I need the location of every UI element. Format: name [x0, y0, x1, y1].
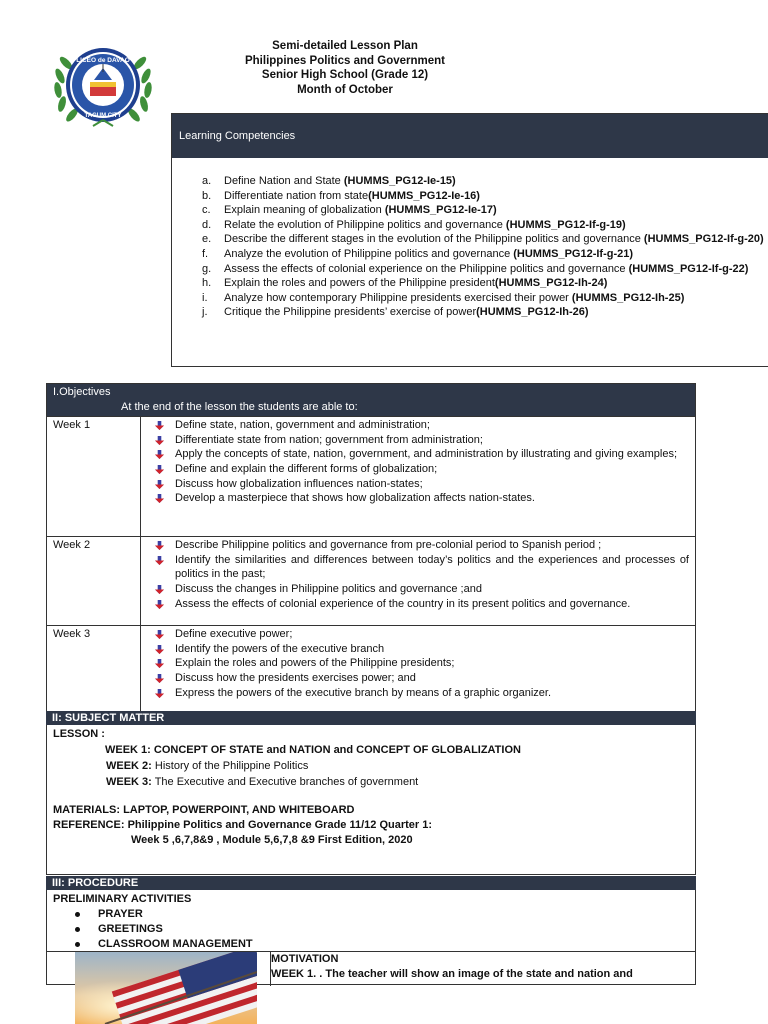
reference-line-2: Week 5 ,6,7,8&9 , Module 5,6,7,8 &9 First Edition, 2020: [131, 834, 413, 846]
week-row: [47, 537, 696, 626]
competencies-heading: Learning Competencies: [172, 114, 768, 158]
competency-item: g. Assess the effects of colonial experience on the Philippine politics and governance (HUMMS_PG12-If-g-22): [202, 262, 749, 275]
week-label: Week 3: [47, 626, 141, 714]
arrow-bullet-icon: [155, 645, 164, 654]
arrow-bullet-icon: [155, 689, 164, 698]
logo-top-text: LICEO de DAVAO: [76, 57, 130, 64]
lesson-week: WEEK 3: The Executive and Executive branches of government: [106, 776, 419, 788]
arrow-bullet-icon: [155, 674, 164, 683]
objective-item: Define executive power;: [155, 627, 689, 642]
header-line-1: Semi-detailed Lesson Plan: [272, 40, 418, 52]
preliminary-item: PRAYER: [53, 907, 689, 922]
objective-item: Identify the powers of the executive branch: [155, 642, 689, 657]
competency-item: d. Relate the evolution of Philippine politics and governance (HUMMS_PG12-If-g-19): [202, 218, 626, 231]
arrow-bullet-icon: [155, 600, 164, 609]
procedure-heading: III: PROCEDURE: [46, 876, 696, 890]
school-logo: [48, 40, 158, 132]
objective-item: Differentiate state from nation; government from administration;: [155, 433, 689, 448]
objective-item: Discuss the changes in Philippine politics and governance ;and: [155, 582, 689, 597]
header-line-2: Philippines Politics and Government: [244, 54, 445, 67]
arrow-bullet-icon: [155, 480, 164, 489]
competency-item: b. Differentiate nation from state(HUMMS_PG12-Ie-16): [202, 189, 480, 202]
objective-item: Define state, nation, government and administration;: [155, 418, 689, 433]
competency-item: i. Analyze how contemporary Philippine presidents exercised their power (HUMMS_PG12-Ih-25): [202, 291, 685, 304]
arrow-bullet-icon: [155, 659, 164, 668]
objectives-intro: At the end of the lesson the students are able to:: [121, 400, 358, 413]
preliminary-box: [46, 890, 696, 952]
objective-list: [141, 626, 695, 700]
objective-list: [141, 537, 695, 611]
week-label: Week 1: [47, 417, 141, 537]
objective-item: Identify the similarities and differences between today’s politics and the experiences and processes of politics in the past;: [155, 553, 689, 582]
objectives-heading: I.Objectives: [53, 386, 111, 398]
competencies-box: [171, 113, 768, 367]
objectives-table: [46, 383, 696, 714]
week-row: [47, 626, 696, 714]
header-line-4: Month of October: [297, 83, 393, 96]
logo-bottom-text: TAGUM CITY: [84, 113, 122, 119]
competency-item: a. Define Nation and State (HUMMS_PG12-Ie-15): [202, 175, 456, 187]
objective-item: Apply the concepts of state, nation, government, and administration by illustrating and giving examples;: [155, 447, 689, 462]
objective-list: [141, 417, 695, 506]
arrow-bullet-icon: [155, 436, 164, 445]
preliminary-label: PRELIMINARY ACTIVITIES: [53, 893, 192, 905]
document-header: [190, 39, 500, 97]
objective-item: Define and explain the different forms of globalization;: [155, 462, 689, 477]
objective-item: Discuss how the presidents exercises power; and: [155, 671, 689, 686]
arrow-bullet-icon: [155, 450, 164, 459]
competency-item: c. Explain meaning of globalization (HUMMS_PG12-Ie-17): [202, 204, 497, 217]
arrow-bullet-icon: [155, 585, 164, 594]
lesson-label: LESSON :: [53, 728, 105, 740]
arrow-bullet-icon: [155, 494, 164, 503]
subject-matter-box: [46, 725, 696, 875]
competency-item: f. Analyze the evolution of Philippine politics and governance (HUMMS_PG12-If-g-21): [202, 247, 634, 260]
objective-item: Assess the effects of colonial experience of the country in its present politics and governance.: [155, 597, 689, 612]
objective-item: Discuss how globalization influences nation-states;: [155, 477, 689, 492]
objective-item: Explain the roles and powers of the Philippine presidents;: [155, 656, 689, 671]
arrow-bullet-icon: [155, 630, 164, 639]
competency-item: j. Critique the Philippine presidents’ exercise of power(HUMMS_PG12-Ih-26): [202, 306, 589, 319]
competencies-list: [202, 174, 768, 320]
competency-item: h. Explain the roles and powers of the Philippine president(HUMMS_PG12-Ih-24): [202, 277, 608, 290]
header-line-3: Senior High School (Grade 12): [261, 69, 429, 81]
preliminary-item: CLASSROOM MANAGEMENT: [53, 937, 689, 952]
week-row: [47, 417, 696, 537]
reference-line: REFERENCE: Philippine Politics and Governance Grade 11/12 Quarter 1:: [53, 819, 433, 831]
arrow-bullet-icon: [155, 465, 164, 474]
preliminary-item: GREETINGS: [53, 922, 689, 937]
arrow-bullet-icon: [155, 421, 164, 430]
objective-item: Describe Philippine politics and governance from pre-colonial period to Spanish period ;: [155, 538, 689, 553]
week-label: Week 2: [47, 537, 141, 626]
materials-line: MATERIALS: LAPTOP, POWERPOINT, AND WHITEBOARD: [53, 804, 355, 816]
subject-matter-heading: II: SUBJECT MATTER: [46, 711, 696, 725]
arrow-bullet-icon: [155, 556, 164, 565]
week1-motivation: WEEK 1. . The teacher will show an image of the state and nation and: [271, 968, 633, 980]
flag-sunset-image: [75, 952, 257, 1024]
objective-item: Express the powers of the executive branch by means of a graphic organizer.: [155, 686, 689, 701]
objective-item: Develop a masterpiece that shows how globalization affects nation-states.: [155, 491, 689, 506]
competency-item: e. Describe the different stages in the evolution of the Philippine politics and governance (HUMMS_PG12-If-g-20): [202, 233, 764, 246]
arrow-bullet-icon: [155, 541, 164, 550]
lesson-week: WEEK 1: CONCEPT OF STATE and NATION and CONCEPT OF GLOBALIZATION: [105, 744, 521, 756]
objectives-header-row: [47, 384, 696, 417]
lesson-week: WEEK 2: History of the Philippine Politics: [106, 760, 309, 772]
motivation-label: MOTIVATION: [271, 953, 339, 965]
